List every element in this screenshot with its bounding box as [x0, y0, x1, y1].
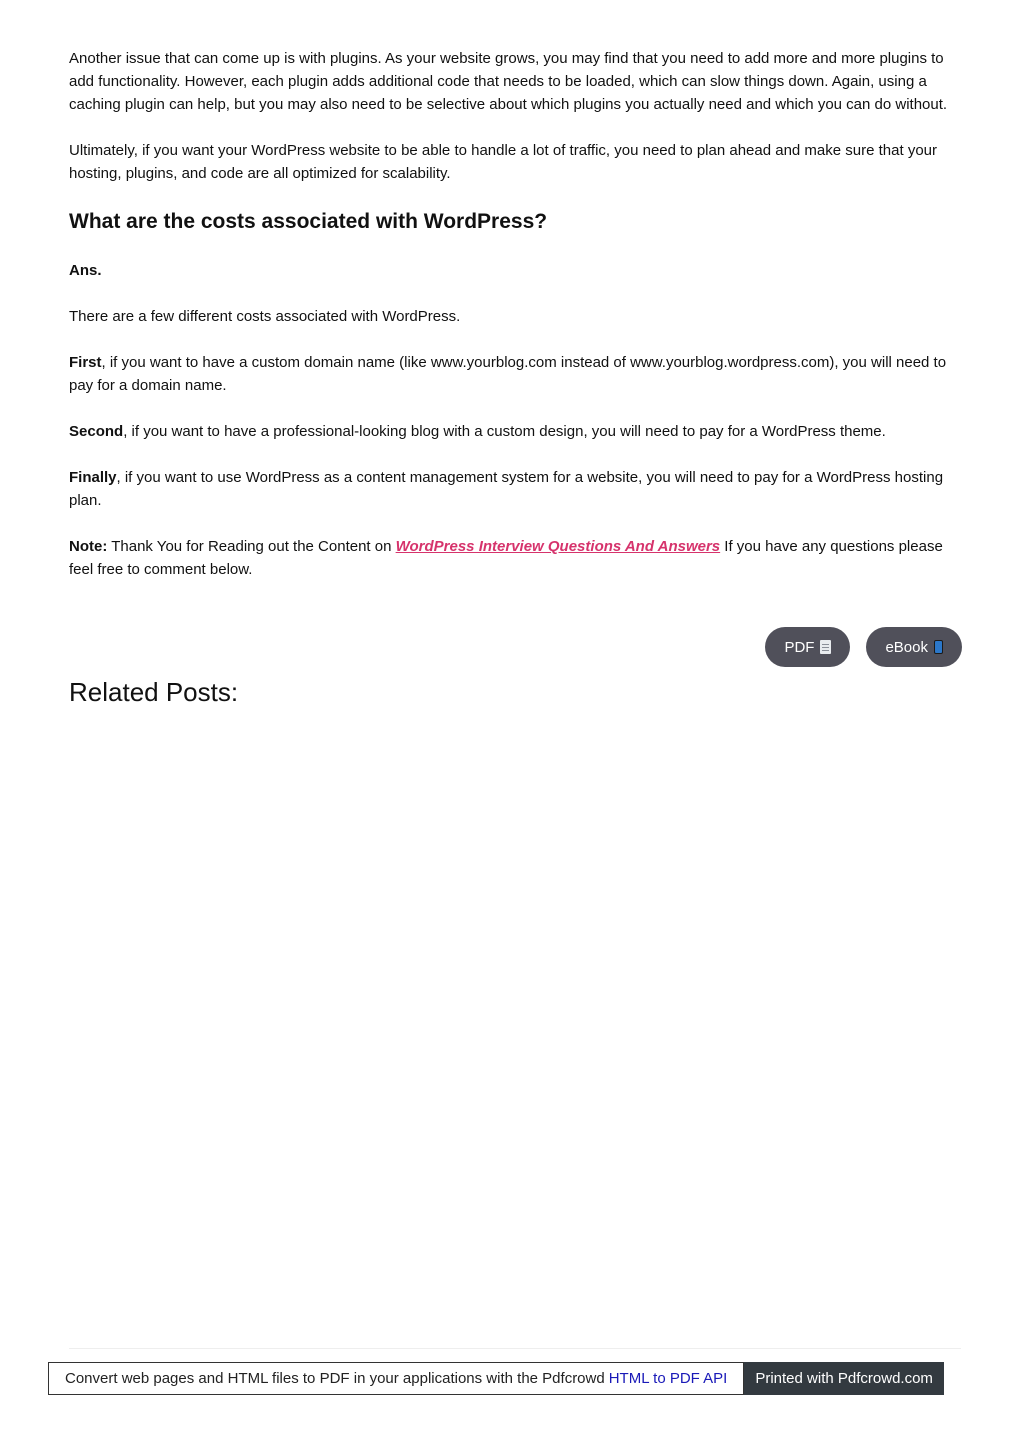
article-body — [69, 47, 961, 604]
second-label: Second — [69, 423, 124, 440]
second-text: , if you want to have a professional-looking blog with a custom design, you will need to pay for a WordPress theme. — [123, 423, 886, 440]
paragraph-second — [69, 420, 961, 443]
footer-promo-text: Convert web pages and HTML files to PDF in your applications with the Pdfcrowd — [65, 1370, 605, 1387]
first-text: , if you want to have a custom domain name (like www.yourblog.com instead of www.yourblog.wordpress.com), you will need to pay for a domain name. — [69, 354, 947, 394]
paragraph-finally — [69, 466, 961, 512]
printed-with-pdfcrowd[interactable]: Printed with Pdfcrowd.com — [744, 1362, 944, 1395]
footer-promo — [48, 1362, 744, 1395]
download-buttons — [765, 627, 962, 667]
finally-label: Finally — [69, 469, 117, 486]
mobile-phone-icon — [934, 640, 943, 654]
paragraph-scalability: Ultimately, if you want your WordPress website to be able to handle a lot of traffic, you need to plan ahead and make sure that your hosting, plugins, and code are all optimized for scalability. — [69, 142, 937, 182]
ebook-button[interactable] — [866, 627, 962, 667]
document-icon — [820, 640, 831, 654]
interview-questions-link[interactable]: WordPress Interview Questions And Answers — [395, 538, 721, 555]
pdf-button[interactable] — [765, 627, 850, 667]
footer-divider — [69, 1348, 961, 1349]
paragraph-costs-intro: There are a few different costs associated with WordPress. — [69, 308, 461, 325]
paragraph-plugins: Another issue that can come up is with plugins. As your website grows, you may find that you need to add more and more plugins to add functionality. However, each plugin adds additional code that needs to be loaded, which can slow things down. Again, using a caching plugin can help, but you may also need to be selective about which plugins you actually need and which you can do without. — [69, 50, 948, 113]
ebook-button-label: eBook — [885, 638, 928, 656]
pdfcrowd-footer — [48, 1362, 944, 1395]
answer-label — [69, 259, 961, 282]
note-text-after: If you have any questions please feel free to comment below. — [69, 538, 943, 578]
first-label: First — [69, 354, 102, 371]
paragraph-note — [69, 535, 961, 581]
html-to-pdf-api-link[interactable]: HTML to PDF API — [608, 1370, 728, 1387]
note-text-before: Thank You for Reading out the Content on — [107, 538, 396, 555]
paragraph-first — [69, 351, 961, 397]
finally-text: , if you want to use WordPress as a content management system for a website, you will need to pay for a WordPress hosting plan. — [69, 469, 944, 509]
pdf-button-label: PDF — [784, 638, 815, 656]
ans-label: Ans. — [69, 262, 102, 279]
costs-heading: What are the costs associated with WordPress? — [69, 210, 548, 233]
note-label: Note: — [69, 538, 108, 555]
related-posts-heading: Related Posts: — [69, 677, 239, 707]
